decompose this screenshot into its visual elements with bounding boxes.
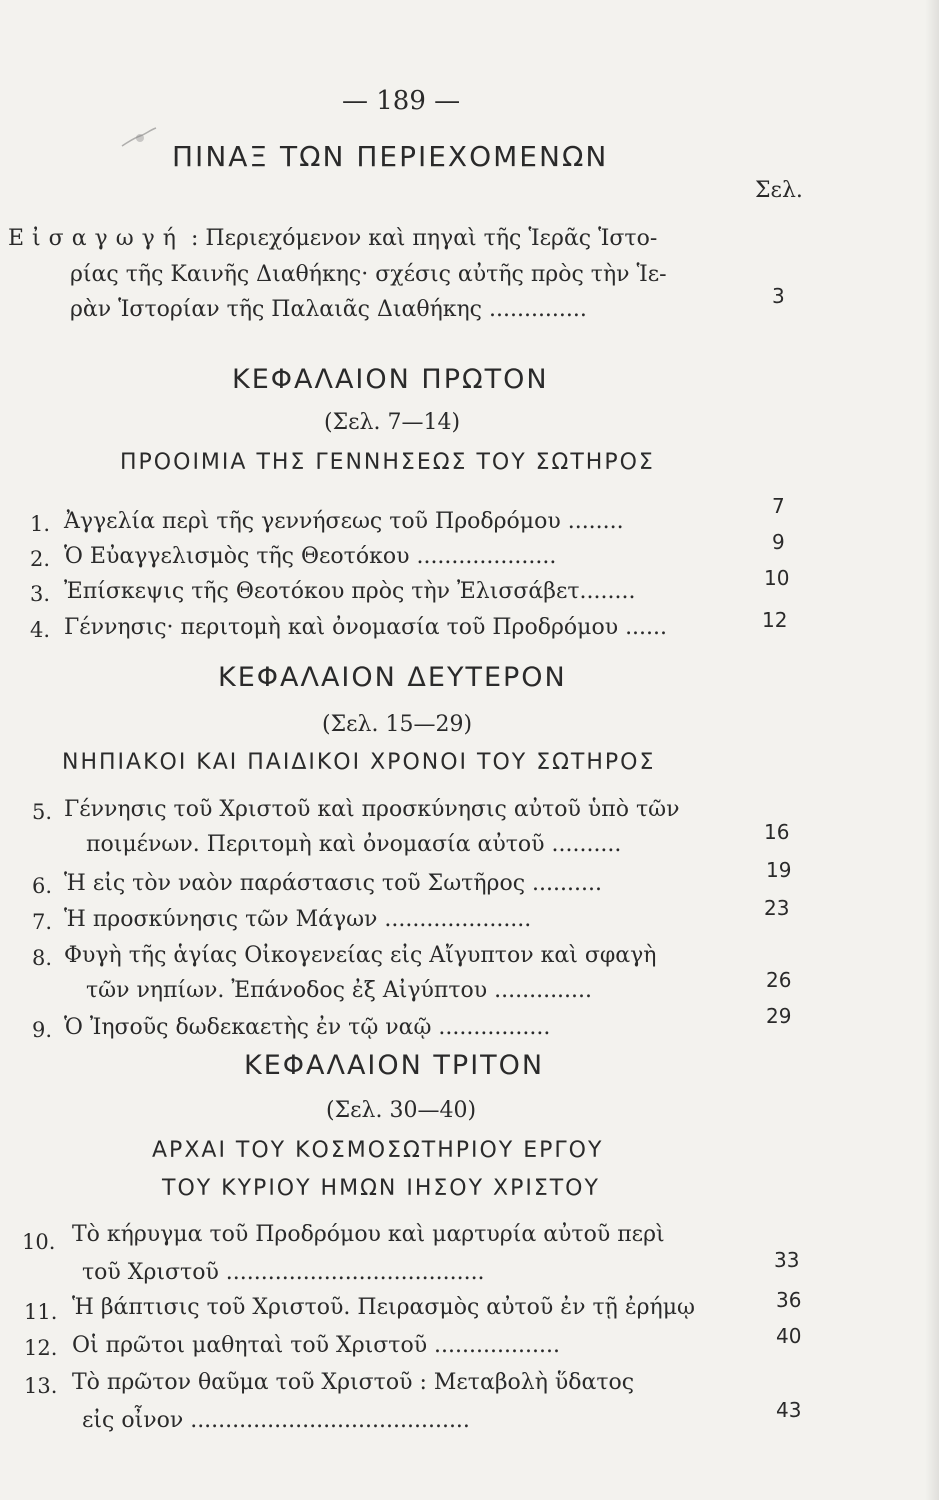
ch3-item-11-num: 11.	[24, 1300, 58, 1324]
ch1-item-1-page: 7	[772, 494, 785, 518]
chapter-2-section: ΝΗΠΙΑΚΟΙ ΚΑΙ ΠΑΙΔΙΚΟΙ ΧΡΟΝΟΙ ΤΟΥ ΣΩΤΗΡΟΣ	[62, 750, 656, 775]
smudge-mark	[118, 124, 160, 154]
ch1-item-4-text: Γέννησις· περιτομὴ καὶ ὀνομασία τοῦ Προδρόμου ......	[64, 615, 668, 640]
chapter-1-section: ΠΡΟΟΙΜΙΑ ΤΗΣ ΓΕΝΝΗΣΕΩΣ ΤΟΥ ΣΩΤΗΡΟΣ	[120, 450, 655, 475]
chapter-3-range: (Σελ. 30—40)	[326, 1098, 477, 1123]
chapter-3-heading: ΚΕΦΑΛΑΙΟΝ ΤΡΙΤΟΝ	[244, 1050, 545, 1081]
ch2-item-5-text: Γέννησις τοῦ Χριστοῦ καὶ προσκύνησις αὐτοῦ ὑπὸ τῶν	[64, 797, 680, 822]
ch2-item-7-page: 23	[764, 896, 790, 920]
ch3-item-11-text: Ἡ βάπτισις τοῦ Χριστοῦ. Πειρασμὸς αὐτοῦ ἐν τῇ ἐρήμῳ	[72, 1295, 695, 1320]
ch3-item-13-text-2: εἰς οἶνον ........................................	[82, 1408, 470, 1433]
page-column-header: Σελ.	[755, 178, 803, 203]
chapter-1-heading: ΚΕΦΑΛΑΙΟΝ ΠΡΩΤΟΝ	[232, 364, 549, 395]
intro-text-1: : Περιεχόμενον καὶ πηγαὶ τῆς Ἱερᾶς Ἱστο-	[190, 226, 658, 251]
ch3-item-13-num: 13.	[24, 1374, 58, 1398]
ch2-item-6-page: 19	[766, 858, 792, 882]
ch3-item-11-page: 36	[776, 1288, 802, 1312]
ch2-item-9-num: 9.	[32, 1018, 53, 1042]
ch3-item-10-page: 33	[774, 1248, 800, 1272]
ch2-item-5-page: 16	[764, 820, 790, 844]
intro-line-2: ρίας τῆς Καινῆς Διαθήκης· σχέσις αὐτῆς πρὸς τὴν Ἱε-	[70, 262, 667, 287]
ch1-item-2-page: 9	[772, 530, 785, 554]
ch2-item-8-num: 8.	[32, 946, 53, 970]
ch2-item-7-num: 7.	[32, 910, 53, 934]
ch3-item-12-page: 40	[776, 1324, 802, 1348]
ch2-item-8-text: Φυγὴ τῆς ἁγίας Οἰκογενείας εἰς Αἴγυπτον καὶ σφαγὴ	[64, 943, 657, 968]
ch1-item-3-num: 3.	[30, 582, 51, 606]
ch1-item-4-num: 4.	[30, 618, 51, 642]
ch3-item-10-text: Τὸ κήρυγμα τοῦ Προδρόμου καὶ μαρτυρία αὐτοῦ περὶ	[72, 1222, 665, 1247]
ch2-item-8-text-2: τῶν νηπίων. Ἐπάνοδος ἐξ Αἰγύπτου ..............	[86, 978, 593, 1003]
ch2-item-7-text: Ἡ προσκύνησις τῶν Μάγων .....................	[64, 907, 532, 932]
ch3-item-13-page: 43	[776, 1398, 802, 1422]
chapter-3-section-line-1: ΑΡΧΑΙ ΤΟΥ ΚΟΣΜΟΣΩΤΗΡΙΟΥ ΕΡΓΟΥ	[152, 1138, 604, 1163]
ch2-item-9-page: 29	[766, 1004, 792, 1028]
intro-line-3: ρὰν Ἱστορίαν τῆς Παλαιᾶς Διαθήκης ..............	[70, 297, 587, 322]
chapter-3-section-line-2: ΤΟΥ ΚΥΡΙΟΥ ΗΜΩΝ ΙΗΣΟΥ ΧΡΙΣΤΟΥ	[162, 1176, 600, 1201]
ch1-item-2-num: 2.	[30, 547, 51, 571]
ch3-item-13-text: Τὸ πρῶτον θαῦμα τοῦ Χριστοῦ : Μεταβολὴ ὕδατος	[72, 1370, 635, 1395]
ch1-item-1-text: Ἀγγελία περὶ τῆς γεννήσεως τοῦ Προδρόμου ........	[64, 509, 624, 534]
ch3-item-12-num: 12.	[24, 1336, 58, 1360]
ch2-item-8-page: 26	[766, 968, 792, 992]
ch1-item-3-page: 10	[764, 566, 790, 590]
intro-line-1	[8, 226, 657, 251]
ch2-item-6-num: 6.	[32, 874, 53, 898]
toc-title: ΠΙΝΑΞ ΤΩΝ ΠΕΡΙΕΧΟΜΕΝΩΝ	[172, 140, 609, 173]
ch2-item-5-num: 5.	[32, 800, 53, 824]
page-edge-shadow	[925, 0, 939, 1500]
ch1-item-2-text: Ὁ Εὐαγγελισμὸς τῆς Θεοτόκου ....................	[64, 544, 557, 569]
ch1-item-3-text: Ἐπίσκεψις τῆς Θεοτόκου πρὸς τὴν Ἐλισσάβετ........	[64, 579, 636, 604]
intro-label: Εἰσαγωγή	[8, 226, 184, 251]
chapter-2-range: (Σελ. 15—29)	[322, 712, 473, 737]
ch3-item-10-text-2: τοῦ Χριστοῦ .....................................	[82, 1260, 485, 1285]
ch2-item-9-text: Ὁ Ἰησοῦς δωδεκαετὴς ἐν τῷ ναῷ ................	[64, 1015, 551, 1040]
ch2-item-5-text-2: ποιμένων. Περιτομὴ καὶ ὀνομασία αὐτοῦ ..........	[86, 832, 622, 857]
ch3-item-12-text: Οἱ πρῶτοι μαθηταὶ τοῦ Χριστοῦ ..................	[72, 1333, 560, 1358]
ch1-item-1-num: 1.	[30, 512, 51, 536]
ch2-item-6-text: Ἡ εἰς τὸν ναὸν παράστασις τοῦ Σωτῆρος ..........	[64, 871, 602, 896]
page-number: — 189 —	[342, 86, 461, 116]
chapter-2-heading: ΚΕΦΑΛΑΙΟΝ ΔΕΥΤΕΡΟΝ	[218, 662, 567, 693]
ch3-item-10-num: 10.	[22, 1230, 56, 1254]
ch1-item-4-page: 12	[762, 608, 788, 632]
chapter-1-range: (Σελ. 7—14)	[324, 410, 461, 435]
intro-page: 3	[772, 284, 785, 308]
